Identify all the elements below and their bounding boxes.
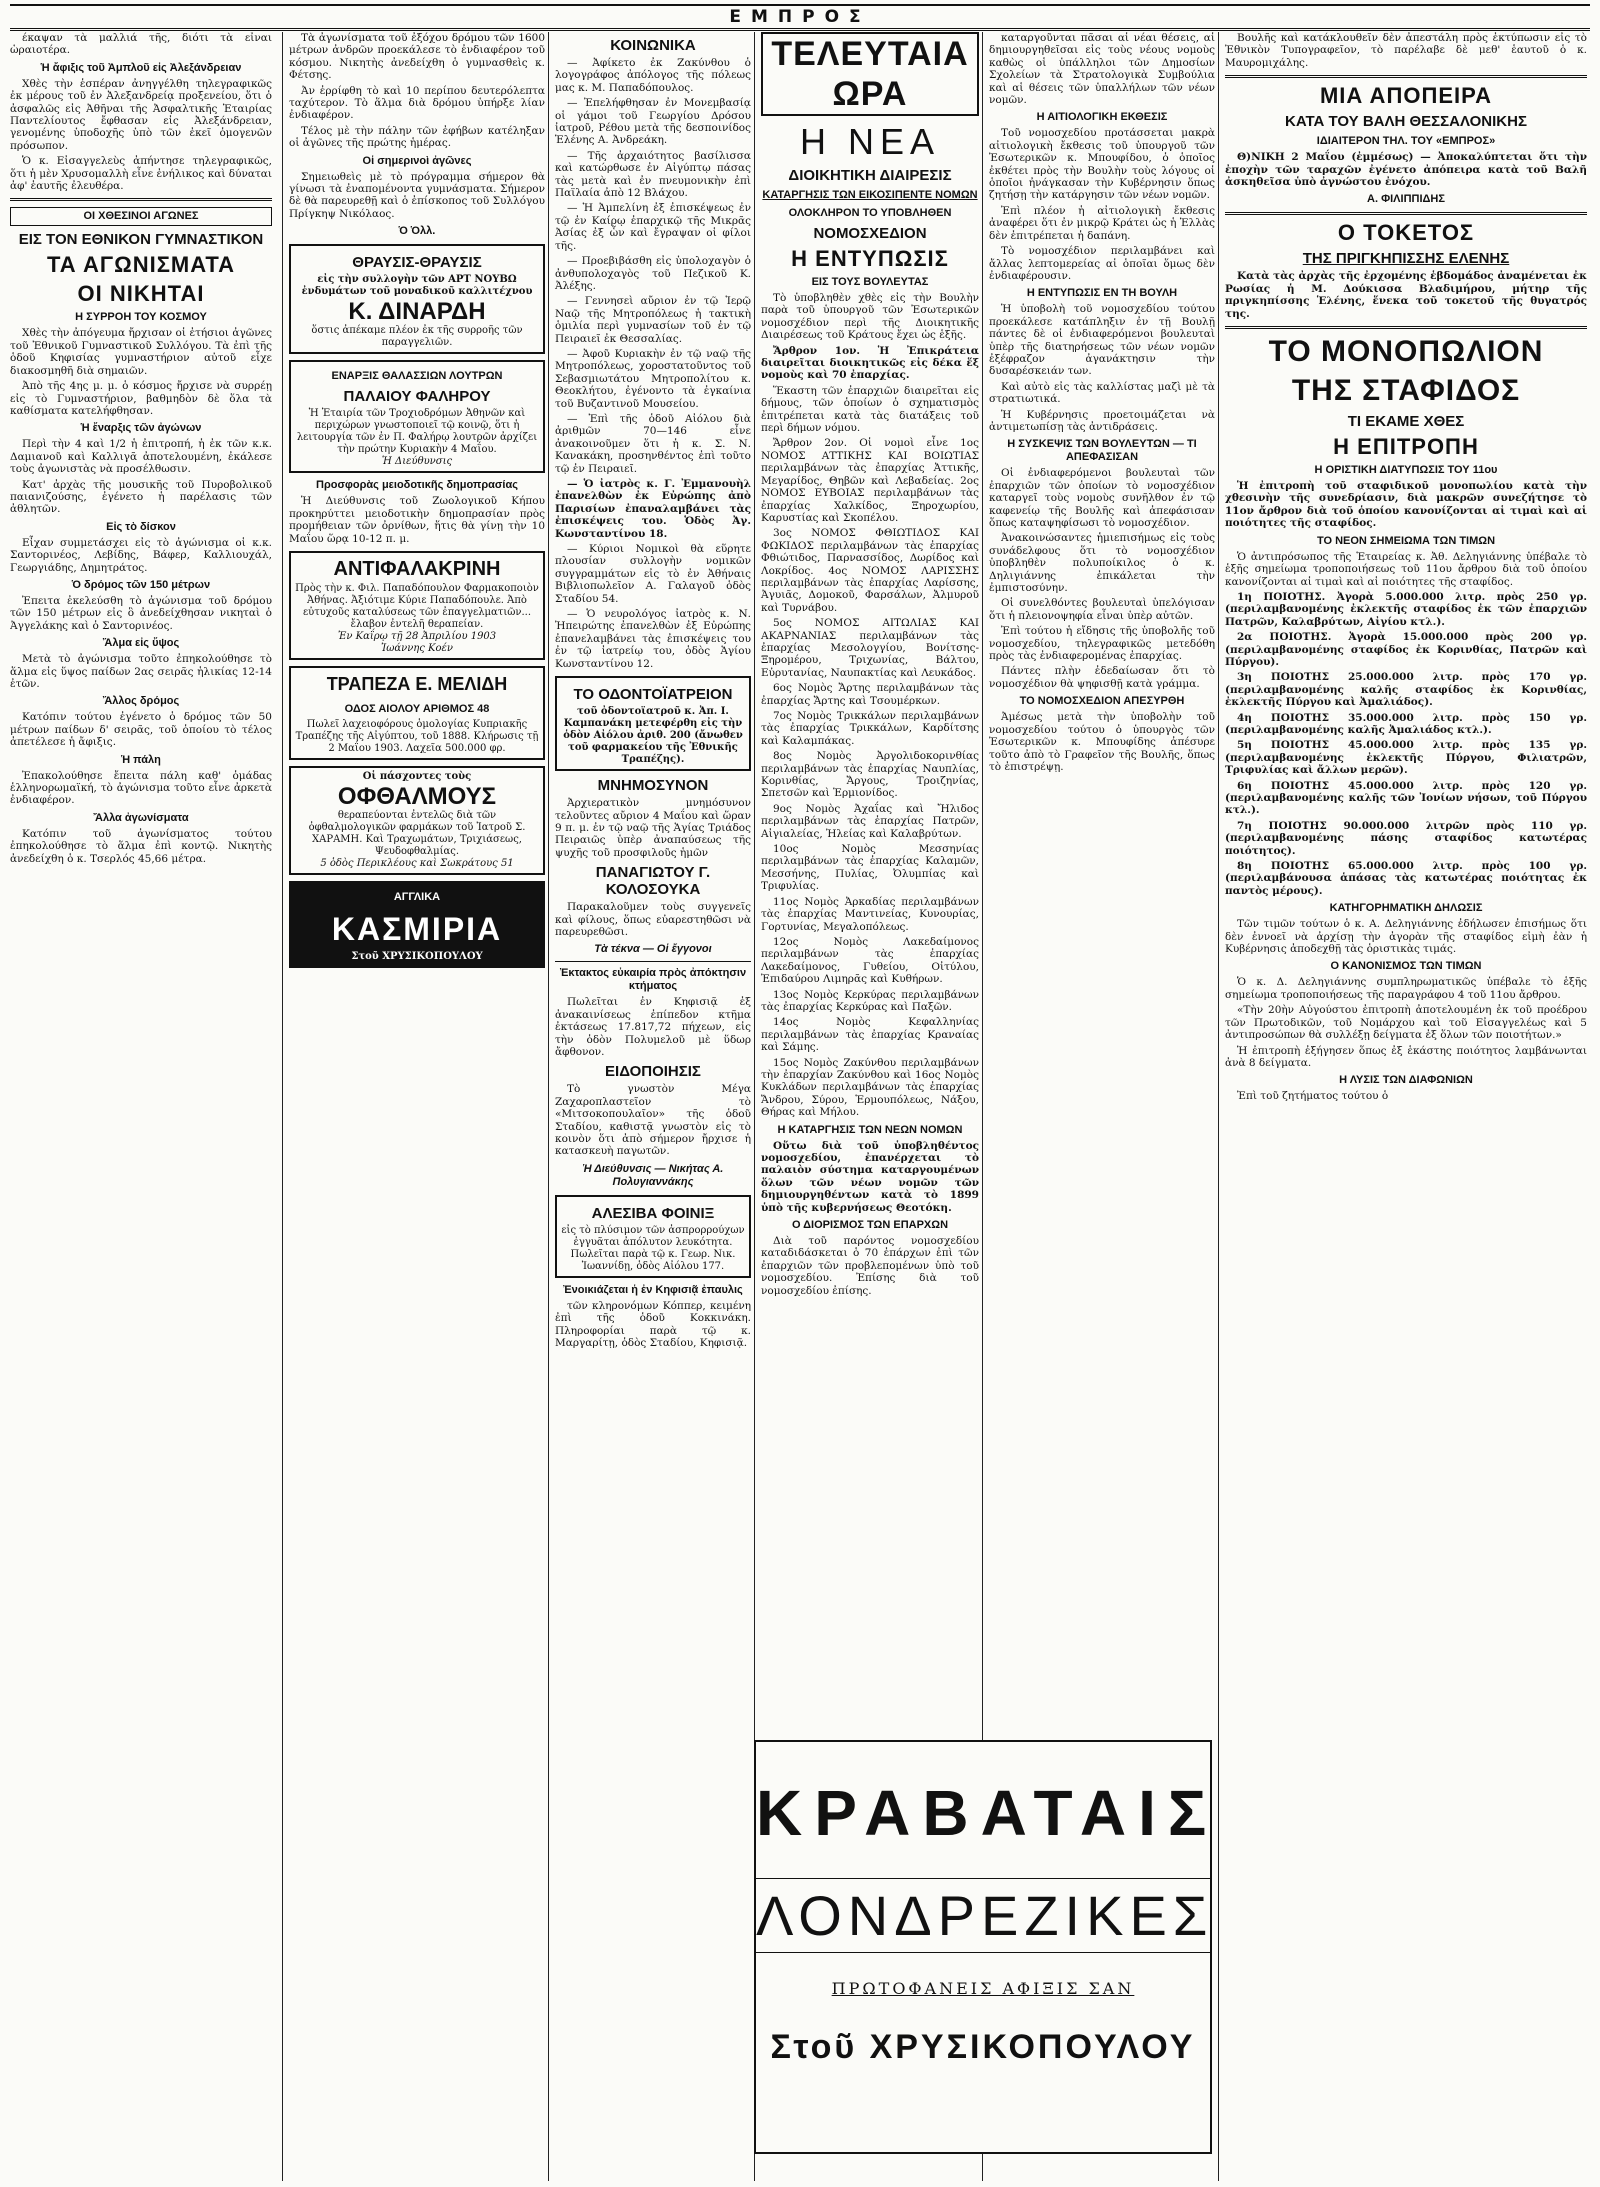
signature: Ὁ Ὁλλ. <box>398 225 436 238</box>
paragraph: Ἕκαστη τῶν ἐπαρχιῶν διαιρεῖται εἰς δήμους, τῶν ὁποίων ὁ σχηματισμὸς ἐπιτρέπεται κατὰ τὰς διατάξεις τοῦ περὶ δήμων νόμου. <box>761 384 979 435</box>
headline-large: ΤΑ ΑΓΩΝΙΣΜΑΤΑ <box>46 252 236 278</box>
name-heading: ΠΑΝΑΓΙΩΤΟΥ Γ. ΚΟΛΟΣΟΥΚΑ <box>595 864 711 899</box>
paragraph: Τὸ ὑποβληθὲν χθὲς εἰς τὴν Βουλὴν παρὰ τοῦ ὑπουργοῦ τῶν Ἐσωτερικῶν νομοσχέδιον περὶ τῆς Διοικητικῆς Διαιρέσεως τοῦ Κράτους ἔχει ὡς ἑξῆς. <box>761 292 979 342</box>
paragraph: 5η ΠΟΙΟΤΗΣ 45.000.000 λιτρ. πρὸς 135 γρ. (περιλαμβανομένης ἐκλεκτῆς Πύργου, Φιλιατρῶν, Τριφυλίας καὶ ἄλλων μερῶν). <box>1225 739 1587 777</box>
paragraph: Ἀπὸ τῆς 4ης μ. μ. ὁ κόσμος ἤρχισε νὰ συρρέῃ εἰς τὸ Γυμναστήριον, βαθμηδὸν δὲ ὅλα τὰ καθίσματα κατελήφθησαν. <box>10 380 272 417</box>
paragraph: Ἄρθρον 1ον. Ἡ Ἐπικράτεια διαιρεῖται διοικητικῶς εἰς δέκα ἕξ νομοὺς καὶ 70 ἐπαρχίας. <box>761 344 979 382</box>
advertisement-dentist <box>555 676 751 771</box>
headline-large: Η ΝΕΑ <box>799 121 941 162</box>
headline: ΚΑΤΑ ΤΟΥ ΒΑΛΗ ΘΕΣΣΑΛΟΝΙΚΗΣ <box>1285 113 1527 131</box>
paragraph: Θ)ΝΙΚΗ 2 Μαΐου (ἐμμέσως) — Ἀποκαλύπτεται ὅτι τὴν ἐποχὴν τῶν ταραχῶν ἐγένετο ἀπόπειρα κατὰ τοῦ Βαλῆ ἀσκηθεῖσα ὑπὸ ἀγνώστου ἐνόχου. <box>1225 151 1587 189</box>
paragraph: 9ος Νομὸς Ἀχαΐας καὶ Ἤλιδος περιλαμβάνων τὰς ἐπαρχίας Πατρῶν, Αἰγιαλείας, Ἠλείας καὶ Καλαβρύτων. <box>761 802 979 840</box>
paragraph: — Ἐπὶ τῆς ὁδοῦ Αἰόλου διὰ ἀριθμῶν 70—146 εἶνε ἀνακοινοῦμεν ὅτι ἡ κ. Σ. Ν. Κανακάκη, προσηνθέντος ἐπὶ τοῦτο τῷ ἐν Πειραιεῖ. <box>555 412 751 475</box>
paragraph: — Ἀφοῦ Κυριακὴν ἐν τῷ ναῷ τῆς Μητροπόλεως, χοροστατοῦντος τοῦ Σεβασμιωτάτου Μητροπολίτου κ. Θεοκλήτου, ἐγένοντο τὰ ἐγκαίνια τοῦ Βυζαντινοῦ Μουσείου. <box>555 347 751 410</box>
ad-title: ΕΝΑΡΞΙΣ ΘΑΛΑΣΣΙΩΝ ΛΟΥΤΡΩΝ <box>331 370 503 383</box>
paragraph: 5ος ΝΟΜΟΣ ΑΙΤΩΛΙΑΣ ΚΑΙ ΑΚΑΡΝΑΝΙΑΣ περιλαμβάνων τὰς ἐπαρχίας Μεσολογγίου, Βονίτσης-Ξηρομέρου, Τριχωνίας, Βάλτου, Εὐρυτανίας, Ναυπακτίας καὶ Λευκάδος. <box>761 617 979 679</box>
headline: ΕΙΣ ΤΟΝ ΕΘΝΙΚΟΝ ΓΥΜΝΑΣΤΙΚΟΝ <box>18 231 264 249</box>
advertisement-cashmere <box>289 881 545 968</box>
paragraph: Ἀμέσως μετὰ τὴν ὑποβολὴν τοῦ νομοσχεδίου τούτου ὁ ὑπουργὸς τῶν Ἐσωτερικῶν κ. Μπουφίδης ἀπέσυρε τοῦτο ἀπὸ τὸ Γραφεῖον τῆς Βουλῆς, ὅπως τὸ ἐπιστρέψῃ. <box>989 711 1215 773</box>
paragraph: Διὰ τοῦ παρόντος νομοσχεδίου καταδιδάσκεται ὁ 70 ἐπάρχων ἐπὶ τῶν ἐπαρχιῶν τῶν προβλεπομένων ὑπὸ τοῦ νομοσχεδίου. Ἐπίσης διὰ τοῦ νομοσχεδίου ἐπίσης. <box>761 1235 979 1297</box>
paragraph: Ἄρθρον 2ον. Οἱ νομοὶ εἶνε 1ος ΝΟΜΟΣ ΑΤΤΙΚΗΣ ΚΑΙ ΒΟΙΩΤΙΑΣ περιλαμβάνων τὰς ἐπαρχίας Ἀττικῆς, Μεγαρίδος, Θηβῶν καὶ Λεβαδείας. 2ος ΝΟΜΟΣ ΕΥΒΟΙΑΣ περιλαμβάνων τὰς ἐπαρχίας Χαλκίδος, Ξηροχωρίου, Καρυστίας καὶ Σκοπέλου. <box>761 437 979 524</box>
paragraph: 7ος Νομὸς Τρικκάλων περιλαμβάνων τὰς ἐπαρχίας Τρικκάλων, Καρδίτσης καὶ Καλαμπάκας. <box>761 710 979 747</box>
ad-brand: ΟΦΘΑΛΜΟΥΣ <box>337 782 497 810</box>
paragraph: Ἀρχιερατικὸν μνημόσυνον τελοῦντες αὔριον 4 Μαΐου καὶ ὥραν 9 π. μ. ἐν τῷ ναῷ τῆς Ἁγίας Τριάδος Πειραιῶς ὑπὲρ ἀναπαύσεως τῆς ψυχῆς τοῦ προσφιλοῦς ἡμῶν <box>555 797 751 859</box>
paragraph: Ἡ Διεύθυνσις τοῦ Ζωολογικοῦ Κήπου προκηρύττει μειοδοτικὴν δημοπρασίαν πρὸς προμήθειαν τῶν ὀρνίθων, ἥτις θὰ γίνῃ τὴν 10 Μαΐου ὥρᾳ 10-12 π. μ. <box>289 495 545 545</box>
subheading: Ὁ δρόμος τῶν 150 μέτρων <box>71 578 211 591</box>
paragraph: — Ἐπελήφθησαν ἐν Μονεμβασίᾳ οἱ γάμοι τοῦ Γεωργίου Δρόσου ἰατροῦ, Ρέθου μετὰ τῆς δεσποινίδος Ἑλένης Α. Ἀνδρεάκη. <box>555 97 751 147</box>
advertisement-ties <box>754 1740 1219 2154</box>
ad-text: Πρὸς τὴν κ. Φιλ. Παπαδόπουλον Φαρμακοποιὸν Ἀθήνας. Ἀξιότιμε Κύριε Παπαδόπουλε. Ἀπὸ εὐτυχοῦς καταλύσεως τῶν ἐπαγγελματιῶν... ἔλαβον ἐντελῆ θεραπείαν. <box>295 582 539 630</box>
ad-brand: ΑΝΤΙΦΑΛΑΚΡΙΝΗ <box>333 557 501 580</box>
ad-text: εἰς τὸ πλύσιμον τῶν ἀσπρορρούχων ἐγγυᾶται ἀπόλυτον λευκότητα. Πωλεῖται παρὰ τῷ κ. Γεωρ. Νικ. Ἰωαννίδῃ, ὁδὸς Αἰόλου 177. <box>561 1224 745 1272</box>
paragraph: 8η ΠΟΙΟΤΗΣ 65.000.000 λιτρ. πρὸς 100 γρ. (περιλαμβάνουσα ἁπάσας τὰς κατωτέρας ποιότητας ἐκ παντὸς μέρους). <box>1225 860 1587 897</box>
advertisement-baths <box>289 360 545 473</box>
masthead <box>10 4 1590 31</box>
section-heading: ΕΙΔΟΠΟΙΗΣΙΣ <box>605 1063 701 1081</box>
paragraph: Παρακαλοῦμεν τοὺς συγγενεῖς καὶ φίλους, ὅπως εὐαρεστηθῶσι νὰ παρευρεθῶσι. <box>555 901 751 938</box>
subheading: Η ΑΙΤΙΟΛΟΓΙΚΗ ΕΚΘΕΣΙΣ <box>1036 111 1168 124</box>
headline-large: Η ΕΝΤΥΠΩΣΙΣ <box>791 246 949 271</box>
subheading: Η ΣΥΡΡΟΗ ΤΟΥ ΚΟΣΜΟΥ <box>75 311 207 324</box>
paragraph: Ἡ ἐπιτροπὴ τοῦ σταφιδικοῦ μονοπωλίου κατὰ τὴν χθεσινὴν τῆς συνεδρίασιν, διὰ μακρῶν συνεζήτησε τὸ 11ον ἄρθρον διὰ τοῦ ὁποίου κανονίζονται αἱ τιμαὶ καὶ αἱ ποιότητες τῆς σταφίδος. <box>1225 480 1587 530</box>
subheading: Ο ΔΙΟΡΙΣΜΟΣ ΤΩΝ ΕΠΑΡΧΩΝ <box>791 1219 949 1232</box>
paragraph: Μετὰ τὸ ἀγώνισμα τοῦτο ἐπηκολούθησε τὸ ἅλμα εἰς ὕψος παίδων 2ας σειρᾶς ἡλικίας 12-14 ἐτῶν. <box>10 653 272 690</box>
subheading: ΤΟ ΝΟΜΟΣΧΕΔΙΟΝ ΑΠΕΣΥΡΘΗ <box>1019 695 1185 708</box>
paragraph: 6ος Νομὸς Ἄρτης περιλαμβάνων τὰς ἐπαρχίας Ἄρτης καὶ Τσουμέρκων. <box>761 682 979 707</box>
ad-date: Ἐν Καΐρῳ τῇ 28 Ἀπριλίου 1903 <box>337 630 497 642</box>
ad-text: Στοῦ ΧΡΥΣΙΚΟΠΟΥΛΟΥ <box>351 950 483 962</box>
advertisement-eyes <box>289 766 545 875</box>
paragraph: Πωλεῖται ἐν Κηφισιᾷ ἐξ ἀνακαινίσεως ἐπίπεδον κτῆμα ἐκτάσεως 17.817,72 πήχεων, εἰς τὴν ὁδὸν Πολυμελοῦ μὲ ὕδωρ ἄφθονον. <box>555 996 751 1058</box>
subheading: Η ΚΑΤΑΡΓΗΣΙΣ ΤΩΝ ΝΕΩΝ ΝΟΜΩΝ <box>777 1123 963 1136</box>
ad-brand: ΤΡΑΠΕΖΑ Ε. ΜΕΛΙΔΗ <box>326 673 508 694</box>
ad-title: ΑΓΓΛΙΚΑ <box>393 890 441 903</box>
paragraph: — Κύριοι Νομικοὶ θὰ εὕρητε πλουσίαν συλλογὴν νομικῶν συγγραμμάτων εἰς τὸ ἐν Ἀθήναις Βιβλιοπωλεῖον Α. Γαλαγοῦ ὁδὸς Σταδίου 54. <box>555 543 751 605</box>
paragraph: Κατὰ τὰς ἀρχὰς τῆς ἐρχομένης ἑβδομάδος ἀναμένεται ἐκ Ρωσίας ἡ Μ. Δούκισσα Βλαδιμήρου, μήτηρ τῆς πριγκηπίσσης Ἑλένης, ἕνεκα τοῦ τοκετοῦ τῆς θυγατρός της. <box>1225 270 1587 320</box>
paragraph: Ἐπὶ πλέον ἡ αἰτιολογικὴ ἔκθεσις ἀναφέρει ὅτι ἐν μικρῷ Κράτει ὡς ἡ Ἑλλὰς δὲν ἐπιτρέπεται ἡ δαπάνη. <box>989 204 1215 242</box>
paragraph: 15ος Νομὸς Ζακύνθου περιλαμβάνων τὴν ἐπαρχίαν Ζακύνθου καὶ 16ος Νομὸς Κυκλάδων περιλαμβάνων τὰς ἐπαρχίας Ἄνδρου, Σύρου, Ἑρμουπόλεως, Νάξου, Θήρας καὶ Μήλου. <box>761 1056 979 1119</box>
paragraph: Ἐπειτα ἐκελεύσθη τὸ ἀγώνισμα τοῦ δρόμου τῶν 150 μέτρων εἰς ὃ ἀνεδείχθησαν νικηταὶ ὁ Ἀγγελάκης καὶ ὁ Σαντορινέος. <box>10 594 272 632</box>
paragraph: 10ος Νομὸς Μεσσηνίας περιλαμβάνων τὰς ἐπαρχίας Καλαμῶν, Μεσσήνης, Πυλίας, Ὀλυμπίας καὶ Τριφυλίας. <box>761 843 979 893</box>
paragraph: Ἡ ὑποβολὴ τοῦ νομοσχεδίου τούτου προεκάλεσε κατάπληξιν ἐν τῇ Βουλῇ πάντες δὲ οἱ ἐνδιαφερόμενοι βουλευταὶ ὑπὲρ τῆς διατηρήσεως τῶν νέων νομῶν ἐξέφραζον ἀγανάκτησιν τὴν δυσαρέσκειάν των. <box>989 303 1215 378</box>
headline-large: ΤΗΣ ΣΤΑΦΙΔΟΣ <box>1291 374 1521 408</box>
paragraph: Κατόπιν τοῦ ἀγωνίσματος τούτου ἐπηκολούθησε τὸ ἅλμα ἐπὶ κοντῷ. Νικητὴς ἀνεδείχθη ὁ κ. Τσερλός 45,66 μέτρα. <box>10 827 272 865</box>
divider <box>1225 326 1587 329</box>
ad-text: Οἱ πάσχοντες τοὺς <box>362 770 472 782</box>
subheading: Η ΕΝΤΥΠΩΣΙΣ ΕΝ ΤΗ ΒΟΥΛΗ <box>1026 287 1178 300</box>
signature: Α. ΦΙΛΙΠΠΙΔΗΣ <box>1367 193 1445 206</box>
subheading: Ἄλλος δρόμος <box>102 695 180 708</box>
column-3 <box>548 32 751 2181</box>
paragraph: Ἐπὶ τούτου ἡ εἴδησις τῆς ὑποβολῆς τοῦ νομοσχεδίου, τηλεγραφικῶς μετεδόθη πρὸς τὰς ἐνδιαφερομένας ἐπαρχίας. <box>989 625 1215 663</box>
advertisement-antifalakrini <box>289 551 545 660</box>
ad-brand: Κ. ΔΙΝΑΡΔΗ <box>348 298 486 326</box>
banner-last-hour: ΤΕΛΕΥΤΑΙΑ ΩΡΑ <box>761 32 979 116</box>
paragraph: — Τῆς ἀρχαιότητος βασίλισσα καὶ κατώρθωσε ἐν Αἰγύπτῳ πάσας τὰς μετὰ καὶ ἐν πνευμονικὴν ἐπὶ Παϊλαία ἀπὸ 12 Βλάχου. <box>555 149 751 200</box>
paragraph: Τὸ νομοσχέδιον περιλαμβάνει καὶ ἄλλας λεπτομερείας αἱ ὁποῖαι ὅμως δὲν ἐνδιαφέρουσιν. <box>989 245 1215 282</box>
ad-title: ΛΟΝΔΡΕΖΙΚΕΣ <box>756 1878 1210 1953</box>
paragraph: Ἡ ἐπιτροπὴ ἐξήγησεν ὅπως ἐξ ἑκάστης ποιότητος λαμβάνωνται ἀνὰ 8 δείγματα. <box>1225 1044 1587 1069</box>
ad-brand: ΚΡΑΒΑΤΑΙΣ <box>756 1777 1219 1849</box>
advertisement-thrausis <box>289 244 545 354</box>
subheading: Ἡ ἔναρξις τῶν ἀγώνων <box>80 422 202 435</box>
ad-text: Πωλεῖ λαχειοφόρους ὁμολογίας Κυπριακῆς Τραπέζης τῆς Αἰγύπτου, τοῦ 1888. Κλήρωσις τῇ 2 Μαΐου 1903. Λαχεῖα 500.000 φρ. <box>295 718 539 754</box>
ad-title: ΠΑΛΑΙΟΥ ΦΑΛΗΡΟΥ <box>343 388 491 406</box>
subheading: Ἐνοικιάζεται ἡ ἐν Κηφισιᾷ ἐπαυλις <box>563 1283 743 1296</box>
ad-signature: Ἰωάννης Κοέν <box>381 642 453 654</box>
ad-text: θεραπεύονται ἐντελῶς διὰ τῶν ὀφθαλμολογικῶν φαρμάκων τοῦ Ἰατροῦ Σ. ΧΑΡΑΜΗ. Καὶ Τραχωμάτων, Τριχιάσεως, Ψευδοφθαλμίας. <box>308 809 526 857</box>
section-heading: ΜΝΗΜΟΣΥΝΟΝ <box>597 777 709 795</box>
headline: ΔΙΟΙΚΗΤΙΚΗ ΔΙΑΙΡΕΣΙΣ <box>788 167 952 184</box>
paragraph: — Ὁ ἰατρὸς κ. Γ. Ἐμμανουὴλ ἐπανελθὼν ἐκ Εὐρώπης ἀπὸ Παρισίων ἐπαναλαμβάνει τὰς ἐπισκέψεις του. Ὁδὸς Ἀγ. Κωνσταντίνου 18. <box>555 478 751 540</box>
paragraph: — Ἡ Ἀμπελίνη ἐξ ἐπισκέψεως ἐν τῷ ἐν Καίρῳ ἐπαρχικῷ τῆς Μικρᾶς Ἀσίας ἐξ ὧν καὶ ἔγραψαν οἱ φίλοι τῆς. <box>555 202 751 252</box>
paragraph: Ὁ ἀντιπρόσωπος τῆς Ἑταιρείας κ. Ἀθ. Δεληγιάννης ὑπέβαλε τὸ ἑξῆς σημείωμα τροποποιήσεως τοῦ 11ου ἄρθρου διὰ τοῦ ὁποίου κανονίζονται αἱ τιμαὶ καὶ αἱ ποιότητες τῆς σταφίδος. <box>1225 550 1587 588</box>
headline-large: Η ΕΠΙΤΡΟΠΗ <box>1333 434 1479 460</box>
paragraph: 13ος Νομὸς Κερκύρας περιλαμβάνων τὰς ἐπαρχίας Κερκύρας καὶ Παξῶν. <box>761 988 979 1013</box>
subheading: Ἡ ἄφιξις τοῦ Ἀμπλοῦ εἰς Ἀλεξάνδρειαν <box>40 61 242 74</box>
paragraph: 8ος Νομὸς Ἀργολιδοκορινθίας περιλαμβάνων τὰς ἐπαρχίας Ναυπλίας, Κορινθίας, Ἄργους, Τροιζηνίας, Σπετσῶν καὶ Ἑρμιονίδος. <box>761 750 979 800</box>
subheading: ΕΙΣ ΤΟΥΣ ΒΟΥΛΕΥΤΑΣ <box>811 276 929 288</box>
ad-title: ΟΔΟΣ ΑΙΟΛΟΥ ΑΡΙΘΜΟΣ 48 <box>344 702 490 715</box>
paragraph: 1η ΠΟΙΟΤΗΣ. Ἀγορὰ 5.000.000 λιτρ. πρὸς 250 γρ. (περιλαμβανομένης ἐκλεκτῆς σταφίδος ἐκ τῶν ἐπαρχιῶν Πατρῶν, Καλαβρύτων, Αἰγίου κτλ.). <box>1225 590 1587 628</box>
subheading: ΚΑΤΗΓΟΡΗΜΑΤΙΚΗ ΔΗΛΩΣΙΣ <box>1329 902 1483 915</box>
paragraph: Ἀνακοινώσαντες ἡμιεπισήμως εἰς τοὺς συνάδελφους ὅτι τὸ νομοσχέδιον ὑποβληθὲν πολυποίκιλος ὁ κ. Δηλιγιάννης ἐπικάλεται τὴν ἐμπιστοσύνην. <box>989 532 1215 595</box>
paragraph: — Ἀφίκετο ἐκ Ζακύνθου ὁ λογογράφος ἀπόλογος τῆς πόλεως μας κ. Μ. Παπαδόπουλος. <box>555 57 751 94</box>
paragraph: τῶν κληρονόμων Κόππερ, κειμένη ἐπὶ τῆς ὁδοῦ Κοκκινάκη. Πληροφορίαι παρὰ τῷ κ. Μαργαρίτῃ, ὁδὸς Σταδίου, Κηφισιᾷ. <box>555 1299 751 1350</box>
paragraph: 3η ΠΟΙΟΤΗΣ 25.000.000 λιτρ. πρὸς 170 γρ. (περιλαμβανομένης καλῆς σταφίδος ἐκ Κορινθίας, ἐκλεκτῆς Πύργου καὶ Ἀμαλιάδος). <box>1225 671 1587 709</box>
subheading: Ἄλλα ἀγωνίσματα <box>93 811 189 824</box>
subheading: ΤΟ ΝΕΟΝ ΣΗΜΕΙΩΜΑ ΤΩΝ ΤΙΜΩΝ <box>1316 534 1496 547</box>
paragraph: — Ὁ νευρολόγος ἰατρὸς κ. Ν. Ἠπειρώτης ἐπανελθὼν ἐξ Εὐρώπης ἐπανελαμβάνει τὰς ἐπισκέψεις του ἐν τῷ ἰατρείῳ του, ὁδὸς Ἁγίου Κωνσταντίνου 12. <box>555 608 751 670</box>
paragraph: Κατ' ἀρχὰς τῆς μουσικῆς τοῦ Πυροβολικοῦ παιανιζούσης, ἐγένετο ἡ παρέλασις τῶν ἀθλητῶν. <box>10 478 272 516</box>
subheading: Ἐκτακτος εὐκαιρία πρὸς ἀπόκτησιν κτήματος <box>559 967 747 993</box>
paragraph: Ἡ Κυβέρνησις προετοιμάζεται νὰ ἀντιμετωπίσῃ τὰς ἀντιδράσεις. <box>989 408 1215 433</box>
headline-large: Ο ΤΟΚΕΤΟΣ <box>1337 220 1475 246</box>
paragraph: Τοῦ νομοσχεδίου προτάσσεται μακρὰ αἰτιολογικὴ ἔκθεσις τοῦ ὑπουργοῦ τῶν Ἐσωτερικῶν κ. Μπουφίδου, ὁ ὁποῖος ἐκθέτει πρὸς τὴν Βουλὴν τοὺς λόγους οἱ ὁποῖοι ἠνάγκασαν τὴν Κυβέρνησιν ὅπως ζητήσῃ τὴν κατάργησιν τῶν νέων νομῶν. <box>989 127 1215 202</box>
paragraph: Τὰ ἀγωνίσματα τοῦ ἐξόχου δρόμου τῶν 1600 μέτρων ἀνδρῶν προεκάλεσε τὸ ἐνδιαφέρον τοῦ κόσμου. Νικητὴς ἀνεδείχθη ὁ γυμνασθεὶς κ. Φέτσης. <box>289 32 545 82</box>
paragraph: Οἱ συνελθόντες βουλευταὶ ὑπελόγισαν ὅτι ἡ πλειονοψηφία εἶναι ὑπὲρ αὐτῶν. <box>989 597 1215 622</box>
paragraph: Οἱ ἐνδιαφερόμενοι βουλευταὶ τῶν ἐπαρχιῶν τῶν ὁποίων τὸ νομοσχέδιον καταργεῖ τοὺς νομοὺς συνῆλθον ἐν τῷ καφενείῳ τῆς Βουλῆς καὶ ἀπεφάσισαν ὅπως καταψηφίσωσι τὸ νομοσχέδιον. <box>989 467 1215 529</box>
section-heading: ΚΟΙΝΩΝΙΚΑ <box>610 37 696 54</box>
column-2 <box>282 32 545 2181</box>
paragraph: 11ος Νομὸς Ἀρκαδίας περιλαμβάνων τὰς ἐπαρχίας Μαντινείας, Κυνουρίας, Γορτυνίας, Μεγαλοπόλεως. <box>761 895 979 933</box>
headline: ΝΟΜΟΣΧΕΔΙΟΝ <box>813 225 927 242</box>
ad-title: ΑΛΕΣΙΒΑ ΦΟΙΝΙΞ <box>591 1204 715 1222</box>
ad-signature: Ἡ Διεύθυνσις <box>381 456 453 468</box>
divider <box>555 961 751 962</box>
advertisement-bank <box>289 666 545 760</box>
subheading: ΟΛΟΚΛΗΡΟΝ ΤΟ ΥΠΟΒΛΗΘΕΝ <box>788 207 952 219</box>
subheading: Η ΛΥΣΙΣ ΤΩΝ ΔΙΑΦΩΝΙΩΝ <box>1339 1074 1473 1087</box>
paragraph: Ἐπακολούθησε ἔπειτα πάλη καθ' ὁμάδας ἑλληνορωμαϊκή, τὸ ἀγώνισμα τοῦτο εἶνε ἀρκετὰ ἐνδιαφέρον. <box>10 769 272 807</box>
paragraph: 14ος Νομὸς Κεφαλληνίας περιλαμβάνων τὰς ἐπαρχίας Κραναίας καὶ Σάμης. <box>761 1016 979 1054</box>
advertisement-soap <box>555 1195 751 1278</box>
ad-title: ΘΡΑΥΣΙΣ-ΘΡΑΥΣΙΣ <box>352 254 482 272</box>
paragraph: Τέλος μὲ τὴν πάλην τῶν ἐφήβων κατέληξαν οἱ ἀγῶνες τῆς πρώτης ἡμέρας. <box>289 124 545 150</box>
ad-text: Ἡ Ἑταιρία τῶν Τροχιοδρόμων Ἀθηνῶν καὶ περιχώρων γνωστοποιεῖ τῷ κοινῷ, ὅτι ἡ λειτουργία τῶν ἐν Π. Φαλήρῳ λουτρῶν ἀρχίζει τὴν πρώτην Κυριακὴν 4 Μαΐου. <box>296 408 538 456</box>
paragraph: 3ος ΝΟΜΟΣ ΦΘΙΩΤΙΔΟΣ ΚΑΙ ΦΩΚΙΔΟΣ περιλαμβάνων τὰς ἐπαρχίας Φθιώτιδος, Παρνασσίδος, Δωρίδος καὶ Λοκρίδος. 4ος ΝΟΜΟΣ ΛΑΡΙΣΣΗΣ περιλαμβάνων τὰς ἐπαρχίας Λαρίσσης, Ἀγυιᾶς, Δομοκοῦ, Φαρσάλων, Ἀλμυροῦ καὶ Τυρνάβου. <box>761 527 979 614</box>
paragraph: Ἐπὶ τοῦ ζητήματος τούτου ὁ <box>1237 1090 1389 1103</box>
headline-small: ΟΙ ΧΘΕΣΙΝΟΙ ΑΓΩΝΕΣ <box>10 207 272 226</box>
subheading: Προσφορὰς μειοδοτικῆς δημοπρασίας <box>316 479 518 492</box>
headline-large: ΤΟ ΜΟΝΟΠΩΛΙΟΝ <box>1268 335 1544 369</box>
headline: ΤΙ ΕΚΑΜΕ ΧΘΕΣ <box>1347 413 1465 431</box>
ad-address: 5 ὁδὸς Περικλέους καὶ Σωκράτους 51 <box>320 857 514 869</box>
signature: Τὰ τέκνα — Οἱ ἔγγονοι <box>594 943 712 956</box>
paragraph: — Προεβιβάσθη εἰς ὑπολοχαγὸν ὁ ἀνθυπολοχαγὸς τοῦ Πεζικοῦ Κ. Ἀλέξης. <box>555 255 751 292</box>
paragraph: Εἶχαν συμμετάσχει εἰς τὸ ἀγώνισμα οἱ κ.κ. Σαντορινέος, Λεβίδης, Βάφερ, Καλλιουχάλ, Γεωργιάδης, Δημητράτος. <box>10 536 272 574</box>
paragraph: Ὁ κ. Δ. Δεληγιάννης συμπληρωματικῶς ὑπέβαλε τὸ ἑξῆς σημείωμα τροποποιήσεως τῆς παραγράφου 4 τοῦ 11ου ἄρθρου. <box>1225 976 1587 1001</box>
subheading: ΚΑΤΑΡΓΗΣΙΣ ΤΩΝ ΕΙΚΟΣΙΠΕΝΤΕ ΝΟΜΩΝ <box>762 189 978 201</box>
paragraph: 2α ΠΟΙΟΤΗΣ. Ἀγορὰ 15.000.000 πρὸς 200 γρ. (περιλαμβανομένης σταφίδος ἐκ Κορινθίας, Πατρῶν καὶ Πύργου). <box>1225 631 1587 668</box>
masthead-title: ΕΜΠΡΟΣ <box>729 7 871 27</box>
paragraph: 12ος Νομὸς Λακεδαίμονος περιλαμβάνων τὰς ἐπαρχίας Λακεδαίμονος, Γυθείου, Οἰτύλου, Ἐπιδαύρου Λιμηρᾶς καὶ Κυθήρων. <box>761 935 979 986</box>
paragraph: καταργοῦνται πᾶσαι αἱ νέαι θέσεις, αἱ δημιουργηθεῖσαι εἰς τοὺς νέους νομοὺς καθὼς οἱ ὑπάλληλοι τῶν Δημοσίων Σχολείων τὰ Στρατολογικὰ Συμβούλια καὶ αἱ θέσεις τῶν ὑπαλλήλων τῶν νέων νομῶν. <box>989 32 1215 107</box>
ad-text: εἰς τὴν συλλογὴν τῶν ΑΡΤ ΝΟΥΒΩ ἐνδυμάτων τοῦ μοναδικοῦ καλλιτέχνου <box>301 274 533 298</box>
paragraph: Κατόπιν τούτου ἐγένετο ὁ δρόμος τῶν 50 μέτρων παίδων δ' σειρᾶς, τοῦ ὁποίου τὸ τέλος ἀπετέλεσε ἡ ἄφιξις. <box>10 711 272 749</box>
paragraph: — Γεννησεὶ αὔριον ἐν τῷ Ἱερῷ Ναῷ τῆς Μητροπόλεως ἡ τακτικὴ ὁμιλία περὶ γυμνασίων τοῦ ἐν τῷ Πειραιεῖ ἐκ Θεσσαλίας. <box>555 295 751 345</box>
paragraph: Τῶν τιμῶν τούτων ὁ κ. Α. Δεληγιάννης ἐδήλωσεν ἐπισήμως ὅτι δὲν ἐννοεῖ νὰ ἀρχίσῃ τὴν ἀγορὰν τῆς σταφίδος εἰμὴ ἐὰν ἡ Κυβέρνησις ἀποδεχθῇ τὰς ὁριστικὰς τιμάς. <box>1225 918 1587 956</box>
subheading: Εἰς τὸ δίσκον <box>106 520 176 533</box>
paragraph: Ἀν ἐρρίφθη τὸ καὶ 10 περίπου δευτερόλεπτα ταχύτερον. Τὸ ἅλμα διὰ δρόμου ὑπήρξε λίαν ἐνδιαφέρον. <box>289 84 545 122</box>
subheading: Ἅλμα εἰς ὕψος <box>102 637 180 650</box>
subheading: Η ΣΥΣΚΕΨΙΣ ΤΩΝ ΒΟΥΛΕΥΤΩΝ — ΤΙ ΑΠΕΦΑΣΙΣΑΝ <box>1007 438 1197 464</box>
headline-large: ΜΙΑ ΑΠΟΠΕΙΡΑ <box>1319 83 1493 109</box>
paragraph: Περὶ τὴν 4 καὶ 1/2 ἡ ἐπιτροπή, ἡ ἐκ τῶν κ.κ. Δαμιανοῦ καὶ Καλλιγᾶ ἀποτελουμένη, ἐκάλεσε τοὺς ἀγωνιστὰς νὰ προσέλθωσιν. <box>10 438 272 476</box>
column-1 <box>10 32 272 2181</box>
subheading: Η ΟΡΙΣΤΙΚΗ ΔΙΑΤΥΠΩΣΙΣ ΤΟΥ 11ου <box>1314 464 1498 477</box>
divider <box>10 198 272 201</box>
paragraph: Καὶ αὐτὸ εἰς τὰς καλλίστας μαζὶ μὲ τὰ στρατιωτικά. <box>989 380 1215 406</box>
paragraph: Βουλῆς καὶ κατάκλουθεῖν δὲν ἀπεστάλη πρὸς ἐκτύπωσιν εἰς τὸ Ἐθνικὸν Τυπογραφεῖον, τὸ παρέλαβε δὲ μεθ' ἑαυτοῦ ὁ κ. Μαυρομιχάλης. <box>1225 32 1587 69</box>
paragraph: 6η ΠΟΙΟΤΗΣ 45.000.000 λιτρ. πρὸς 120 γρ. (περιλαμβανομένης καλῆς τῶν Ἰονίων νήσων, τοῦ Πύργου κτλ.). <box>1225 779 1587 817</box>
paragraph: 4η ΠΟΙΟΤΗΣ 35.000.000 λιτρ. πρὸς 150 γρ. (περιλαμβανομένης καλῆς Ἀμαλιάδος κτλ.). <box>1225 711 1587 736</box>
paragraph: Χθὲς τὴν ἑσπέραν ἀνηγγέλθη τηλεγραφικῶς ἐκ μέρους τοῦ ἐν Ἀλεξανδρείᾳ προξενείου, ὅτι ὁ ἀσφαλῶς εἰς Ἀθῆναι τῆς Ἀσφαλτικῆς Ἑταιρίας Παντελίουτος ἔφθασαν εἰς Ἀλεξάνδρειαν, γενομένης ὑποδοχῆς ὑπὸ τῶν ἐκεῖ ὁμογενῶν πρόσωπον. <box>10 77 272 152</box>
headline: ΤΗΣ ΠΡΙΓΚΗΠΙΣΣΗΣ ΕΛΕΝΗΣ <box>1302 250 1510 268</box>
ad-text: ὅστις ἀπέκαμε πλέον ἐκ τῆς συρροῆς τῶν παραγγελιῶν. <box>311 325 523 349</box>
subheading: ΙΔΙΑΙΤΕΡΟΝ ΤΗΛ. ΤΟΥ «ΕΜΠΡΟΣ» <box>1316 135 1496 148</box>
ad-brand: ΚΑΣΜΙΡΙΑ <box>331 910 503 947</box>
paragraph: Σημειωθεὶς μὲ τὸ πρόγραμμα σήμερον θὰ γίνωσι τὰ ἐναπομένοντα γυμνάσματα. Σήμερον δὲ θὰ παρευρεθῇ καὶ ὁ ἐπίσκοπος τοῦ Συλλόγου Πρίγκηψ Νικόλαος. <box>289 170 545 220</box>
divider <box>1225 75 1587 78</box>
subheading: Οἱ σημερινοὶ ἀγῶνες <box>362 154 472 167</box>
signature: Ἡ Διεύθυνσις — Νικήτας Α. Πολυγιαννάκης <box>582 1162 724 1188</box>
paragraph: Πάντες πλὴν ἐδεδαίωσαν ὅτι τὸ νομοσχέδιον θὰ ψηφισθῇ κατὰ γράμμα. <box>989 665 1215 690</box>
headline-large: ΟΙ ΝΙΚΗΤΑΙ <box>77 281 205 307</box>
divider <box>1225 212 1587 215</box>
paragraph: Οὕτω διὰ τοῦ ὑποβληθέντος νομοσχεδίου, ἐπανέρχεται τὸ παλαιὸν σύστημα καταργουμένων ὅλων τῶν νέων νομῶν τῶν δημιουργηθέντων κατὰ τὸ 1899 ὑπὸ τῆς κυβερνήσεως Θεοτόκη. <box>761 1139 979 1214</box>
ad-shop: Στοῦ ΧΡΥΣΙΚΟΠΟΥΛΟΥ <box>770 2028 1196 2066</box>
subheading: Ο ΚΑΝΟΝΙΣΜΟΣ ΤΩΝ ΤΙΜΩΝ <box>1330 960 1482 973</box>
paragraph: Χθὲς τὴν ἀπόγευμα ἤρχισαν οἱ ἐτήσιοι ἀγῶνες τοῦ Ἐθνικοῦ Γυμναστικοῦ Συλλόγου. Τὰ ἐπὶ τῆς ὁδοῦ Κηφισίας γυμναστήριον αὐτοῦ εἶχε διακοσμηθῆ διὰ σημαιῶν. <box>10 327 272 377</box>
ad-text: τοῦ ὀδοντοϊατροῦ κ. Ἀπ. Ι. Καμπανάκη μετεφέρθη εἰς τὴν ὁδὸν Αἰόλου ἀριθ. 200 (ἄνωθεν τοῦ φαρμακείου τῆς Ἐθνικῆς Τραπέζης). <box>563 706 743 766</box>
paragraph: Ὁ κ. Εἰσαγγελεὺς ἀπήντησε τηλεγραφικῶς, ὅτι ἡ μὲν Χρυσομαλλὴ εἶνε ἐνήλικος καὶ δύναται ἀφ' ἑαυτῆς ἐλευθέρα. <box>10 155 272 193</box>
ad-text: ΠΡΩΤΟΦΑΝΕΙΣ ΑΦΙΞΙΣ ΣΑΝ <box>831 1979 1135 1998</box>
ad-title: ΤΟ ΟΔΟΝΤΟΪΑΤΡΕΙΟΝ <box>573 686 733 704</box>
subheading: Ἡ πάλη <box>121 753 161 766</box>
paragraph: Τὸ γνωστὸν Μέγα Ζαχαροπλαστεῖον τὸ «Μιτσοκοπουλαῖον» τῆς ὁδοῦ Σταδίου, καθιστᾷ γνωστὸν εἰς τὸ κοινὸν ὅτι ἀπὸ σήμερον ἤρχισε ἡ κατασκευὴ παγωτῶν. <box>555 1083 751 1158</box>
paragraph: 7η ΠΟΙΟΤΗΣ 90.000.000 λιτρῶν πρὸς 110 γρ. (περιλαμβανομένης πάσης σταφίδος κατωτέρας ποιότητος). <box>1225 819 1587 857</box>
paragraph: «Τὴν 20ὴν Αὐγούστου ἐπιτροπὴ ἀποτελουμένη ἐκ τοῦ προέδρου τῶν Πρωτοδικῶν, τοῦ Νομάρχου καὶ τοῦ Εἰσαγγελέως καὶ 5 ἀντιπροσώπων θὰ συλλέξῃ δείγματα ἐξ ὅλων τῶν ποιοτήτων.» <box>1225 1004 1587 1042</box>
column-6 <box>1218 32 1587 2181</box>
paragraph: έκαψαν τὰ μαλλιά τῆς, διότι τὰ εἶναι ὡραιοτέρα. <box>10 32 272 57</box>
